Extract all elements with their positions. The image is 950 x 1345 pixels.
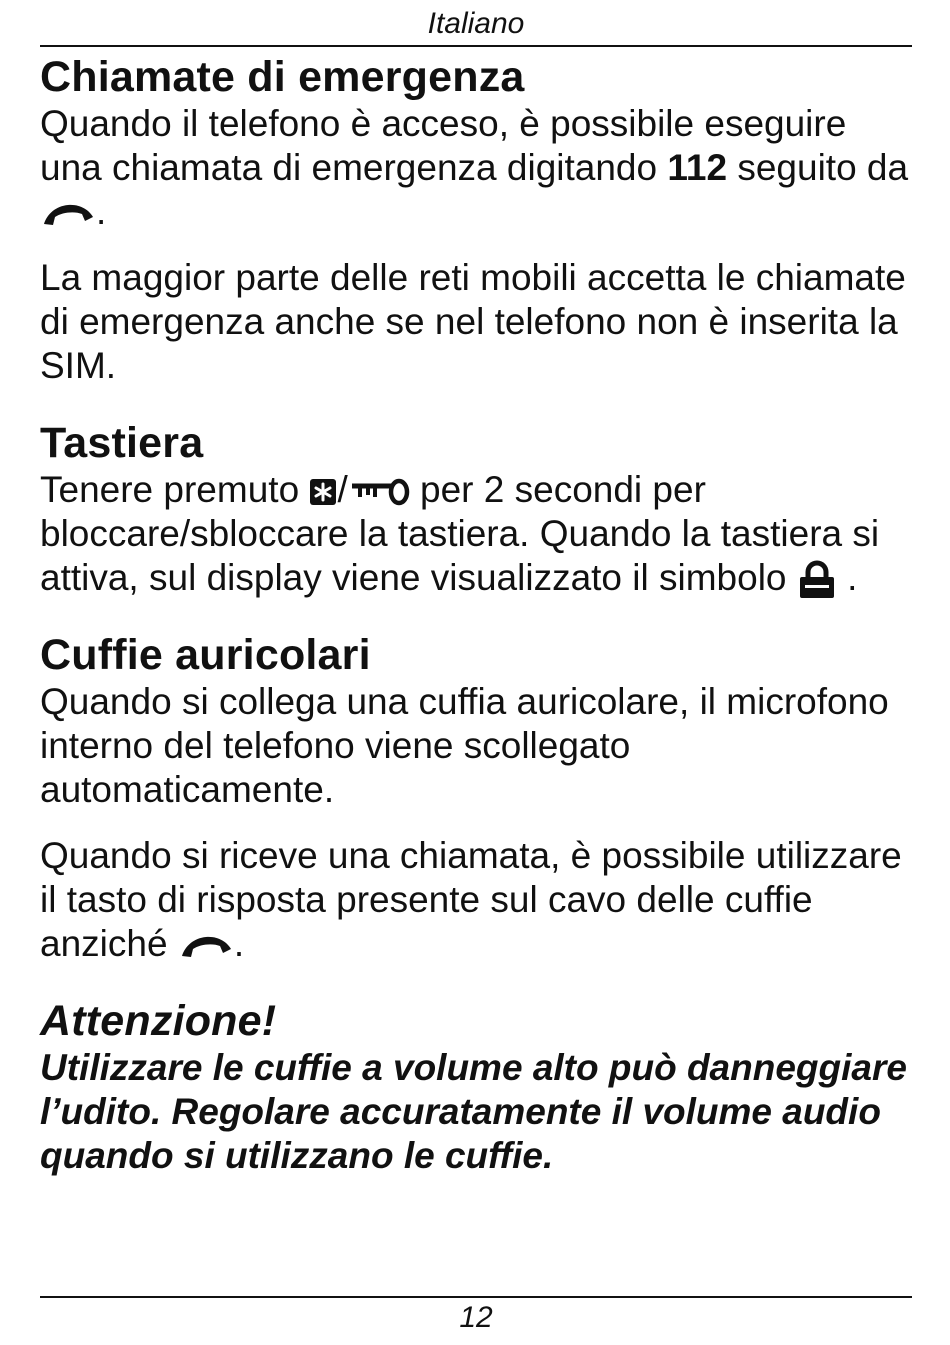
keypad-paragraph [40,468,912,600]
headset-paragraph-2 [40,834,912,966]
warning-paragraph: Utilizzare le cuffie a volume alto può danneggiare l’udito. Regolare accuratamente il volume audio quando si utilizzano le cuffie. [40,1047,907,1177]
manual-page [40,0,912,1345]
keypad-end: . [847,557,858,598]
star-key-icon [309,478,337,506]
page-number: 12 [459,1301,493,1334]
emergency-number: 112 [667,147,728,188]
phone-handset-icon [178,932,234,960]
padlock-icon [797,560,837,600]
headset-paragraph-1: Quando si collega una cuffia auricolare, il microfono interno del telefono viene scollegato automaticamente. [40,681,889,811]
emergency-text: Quando il telefono è acceso, è possibile eseguire una chiamata di emergenza digitando [40,103,847,188]
page-header-language: Italiano [427,7,525,40]
emergency-paragraph-2: La maggior parte delle reti mobili accetta le chiamate di emergenza anche se nel telefono non è inserita la SIM. [40,257,906,386]
page-content [40,52,912,1178]
phone-handset-icon [40,200,96,228]
section-title-headset: Cuffie auricolari [40,631,371,680]
keypad-slash: / [337,469,348,510]
header-divider [40,45,912,47]
footer-divider [40,1296,912,1298]
section-title-keypad: Tastiera [40,419,204,467]
headset-text: Quando si riceve una chiamata, è possibile utilizzare il tasto di risposta presente sul cavo delle cuffie anziché [40,835,902,965]
section-title-warning: Attenzione! [40,997,277,1046]
key-icon [348,477,410,507]
section-title-emergency: Chiamate di emergenza [40,53,525,101]
emergency-end: . [96,191,107,232]
emergency-text-after: seguito da [737,147,909,188]
headset-end: . [233,923,245,965]
keypad-text-after: per 2 secondi per bloccare/sbloccare la tastiera. Quando la tastiera si attiva, sul display viene visualizzato il simbolo [40,469,880,598]
keypad-text-before: Tenere premuto [40,469,300,510]
emergency-paragraph-1 [40,102,912,234]
